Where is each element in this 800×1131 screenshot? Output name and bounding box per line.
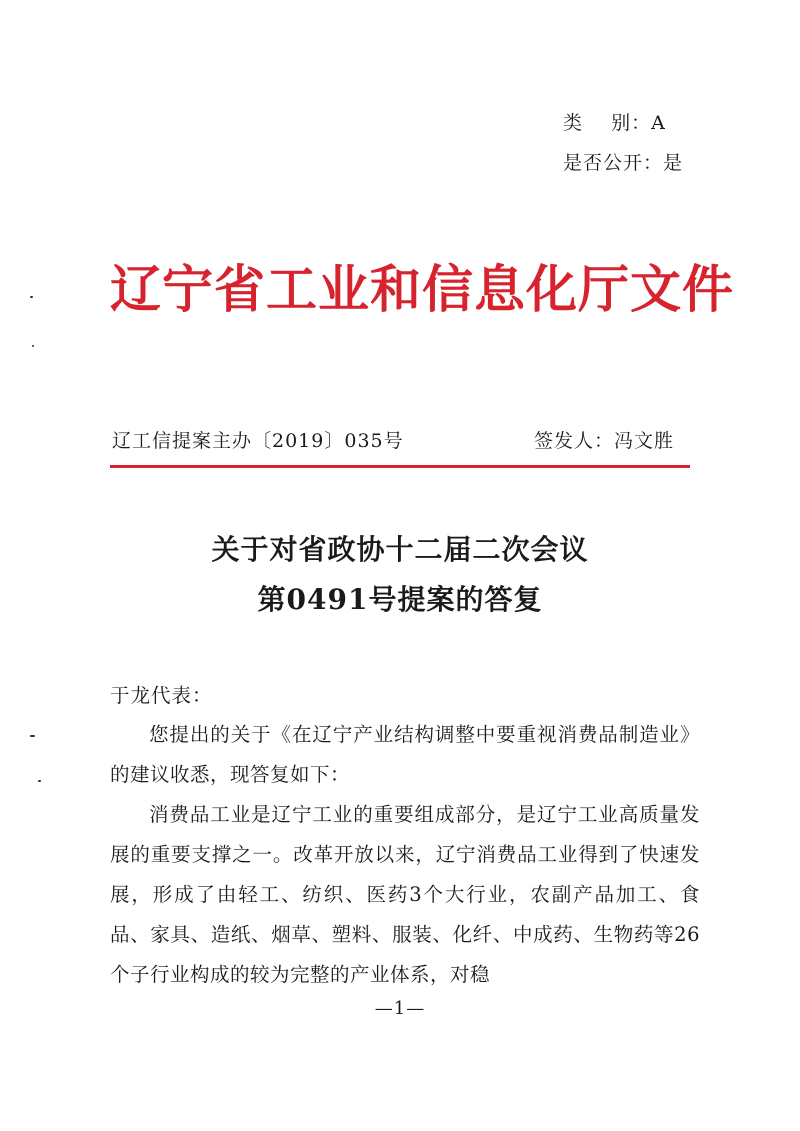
scan-mark — [38, 780, 41, 782]
scan-mark — [30, 735, 35, 737]
public-value: 是 — [663, 152, 684, 174]
scan-mark — [32, 345, 34, 347]
document-header-title: 辽宁省工业和信息化厅文件 — [110, 260, 735, 320]
document-title-line-2: 第0491号提案的答复 — [257, 583, 543, 616]
public-label: 是否公开： — [563, 152, 664, 174]
signer: 签发人：冯文胜 — [534, 430, 675, 452]
red-divider-line — [110, 465, 690, 468]
document-title-line-1: 关于对省政协十二届二次会议 — [211, 533, 589, 566]
page-number: —1— — [374, 998, 426, 1019]
category-row — [563, 108, 666, 135]
scan-mark — [30, 296, 33, 298]
paragraph: 您提出的关于《在辽宁产业结构调整中要重视消费品制造业》的建议收悉，现答复如下： — [110, 723, 700, 786]
paragraph: 消费品工业是辽宁工业的重要组成部分，是辽宁工业高质量发展的重要支撑之一。改革开放以来，辽宁消费品工业得到了快速发展，形成了由轻工、纺织、医药3个大行业，农副产品加工、食品、家具、造纸、烟草、塑料、服装、化纤、中成药、生物药等26个子行业构成的较为完整的产业体系，对稳 — [110, 803, 700, 986]
public-row — [563, 148, 683, 175]
salutation: 于龙代表： — [110, 684, 213, 707]
document-number: 辽工信提案主办〔2019〕035号 — [112, 430, 404, 452]
document-body — [110, 715, 700, 995]
category-value: A — [651, 112, 666, 134]
category-label: 类 别： — [563, 112, 652, 134]
